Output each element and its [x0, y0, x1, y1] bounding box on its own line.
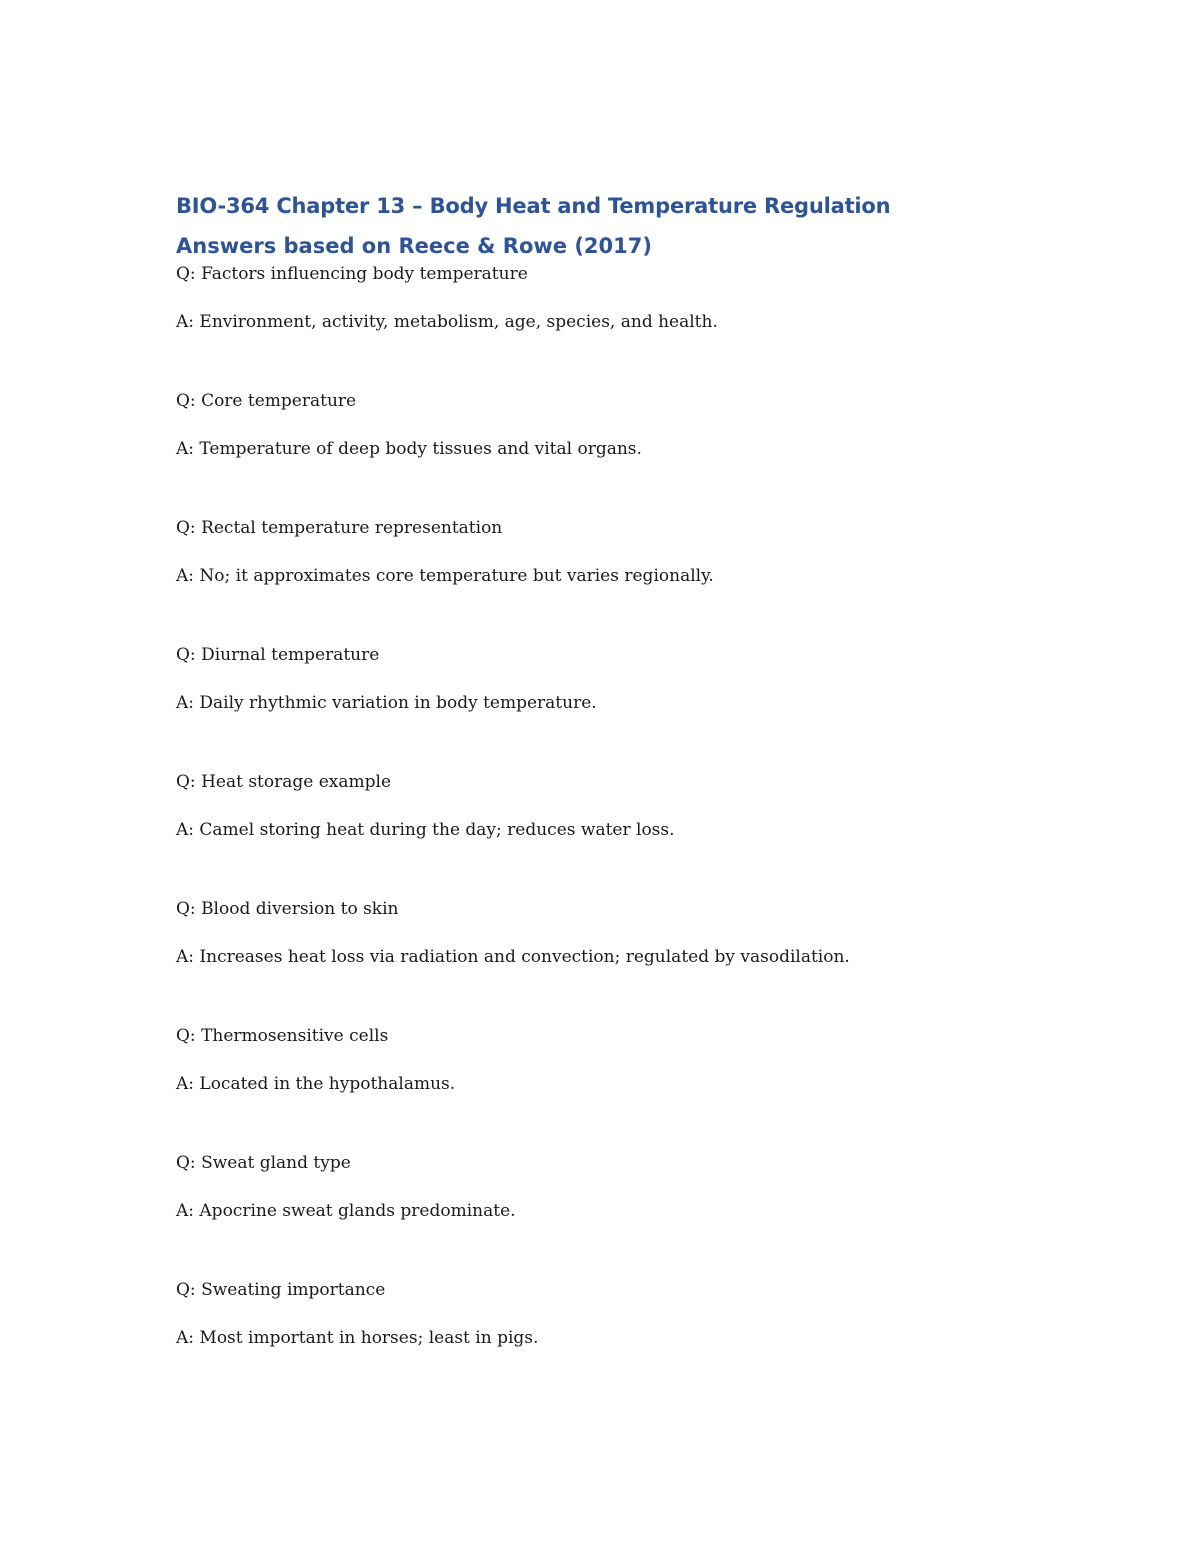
- question-text: Q: Sweat gland type: [176, 1153, 351, 1173]
- document-body: [176, 186, 1076, 1403]
- qa-item: [176, 1276, 1076, 1403]
- question-text: Q: Core temperature: [176, 391, 357, 411]
- qa-item: [176, 1022, 1076, 1149]
- question-text: Q: Heat storage example: [176, 772, 392, 792]
- document-title: BIO-364 Chapter 13 – Body Heat and Temperature Regulation: [176, 194, 891, 218]
- question-text: Q: Diurnal temperature: [176, 645, 380, 665]
- answer-text: A: Temperature of deep body tissues and vital organs.: [176, 439, 642, 459]
- answer-text: A: Apocrine sweat glands predominate.: [176, 1201, 516, 1221]
- qa-item: [176, 1149, 1076, 1276]
- answer-text: A: Camel storing heat during the day; reduces water loss.: [176, 820, 675, 840]
- answer-text: A: No; it approximates core temperature but varies regionally.: [176, 566, 714, 586]
- answer-text: A: Located in the hypothalamus.: [176, 1074, 456, 1094]
- question-text: Q: Rectal temperature representation: [176, 518, 503, 538]
- question-text: Q: Sweating importance: [176, 1280, 386, 1300]
- answer-text: A: Daily rhythmic variation in body temperature.: [176, 693, 597, 713]
- qa-item: [176, 260, 1076, 387]
- question-text: Q: Thermosensitive cells: [176, 1026, 389, 1046]
- qa-item: [176, 514, 1076, 641]
- qa-item: [176, 768, 1076, 895]
- answer-text: A: Increases heat loss via radiation and convection; regulated by vasodilation.: [176, 947, 850, 967]
- qa-item: [176, 641, 1076, 768]
- question-text: Q: Blood diversion to skin: [176, 899, 399, 919]
- qa-item: [176, 387, 1076, 514]
- answer-text: A: Environment, activity, metabolism, age, species, and health.: [176, 312, 718, 332]
- question-text: Q: Factors influencing body temperature: [176, 264, 528, 284]
- document-subtitle: Answers based on Reece & Rowe (2017): [176, 234, 652, 258]
- qa-list: [176, 260, 1076, 1403]
- answer-text: A: Most important in horses; least in pigs.: [176, 1328, 539, 1348]
- qa-item: [176, 895, 1076, 1022]
